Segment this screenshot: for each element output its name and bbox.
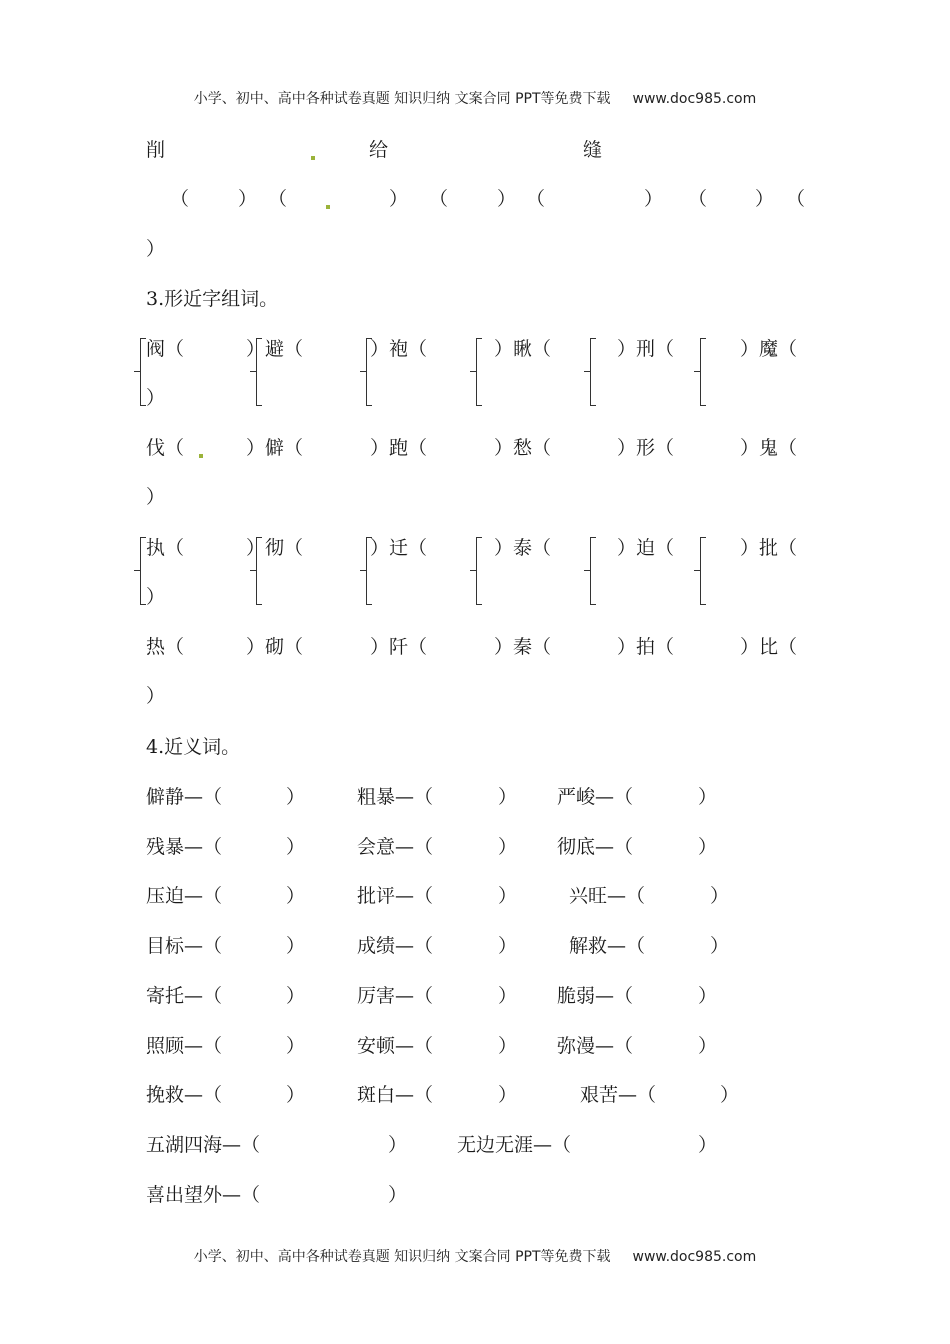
synonym-close: ） [698,836,718,858]
word-cell: ）僻（ [246,437,304,459]
synonym-prompt: 安顿—（ [357,1035,434,1057]
synonym-close: ） [286,935,306,957]
paren: （ [170,188,190,210]
word-cell: ）砌（ [246,636,304,658]
synonym-close: ） [286,885,306,907]
word-cell: ）袍（ [370,338,428,360]
word-cell: 伐（ [146,437,185,459]
synonym-close: ） [720,1084,740,1106]
marker-dot [326,205,330,209]
synonym-prompt: 目标—（ [146,935,223,957]
synonym-close: ） [498,1035,518,1057]
word-cell: ）跑（ [370,437,428,459]
word-cell: ）迫（ [617,537,675,559]
section-4-title: 4.近义词。 [146,736,241,758]
brace [476,537,484,605]
word-cell: ）形（ [617,437,675,459]
wrap-paren: ） [146,387,166,409]
synonym-close: ） [286,1035,306,1057]
paren: （ [688,188,708,210]
synonym-close: ） [286,836,306,858]
word-cell: ）比（ [740,636,798,658]
paren: ） [497,188,517,210]
synonym-prompt: 照顾—（ [146,1035,223,1057]
idiom-close: ） [698,1134,718,1156]
synonym-prompt: 厉害—（ [357,985,434,1007]
idiom-prompt: 喜出望外—（ [146,1184,261,1206]
synonym-prompt: 脆弱—（ [557,985,634,1007]
idiom-prompt: 五湖四海—（ [146,1134,261,1156]
paren: （ [786,188,806,210]
word-cell: ）避（ [246,338,304,360]
synonym-prompt: 批评—（ [357,885,434,907]
paren: （ [526,188,546,210]
paren: ） [389,188,409,210]
char-feng: 缝 [583,139,603,161]
synonym-prompt: 僻静—（ [146,786,223,808]
wrap-paren: ） [146,685,166,707]
word-cell: ）泰（ [494,537,552,559]
brace [590,338,598,406]
wrap-paren: ） [146,586,166,608]
synonym-close: ） [498,885,518,907]
synonym-close: ） [698,786,718,808]
synonym-prompt: 成绩—（ [357,935,434,957]
footer-url[interactable]: www.doc985.com [632,1249,757,1265]
word-cell: ）阡（ [370,636,428,658]
word-cell: ）鬼（ [740,437,798,459]
word-cell: ）刑（ [617,338,675,360]
brace [476,338,484,406]
word-cell: ）彻（ [246,537,304,559]
page-header [0,88,950,108]
paren: ） [238,188,258,210]
marker-dot [199,454,203,458]
synonym-prompt: 压迫—（ [146,885,223,907]
brace [700,537,708,605]
word-cell: 阀（ [146,338,185,360]
word-cell: ）拍（ [617,636,675,658]
synonym-prompt: 解救—（ [569,935,646,957]
page-footer [0,1246,950,1266]
word-cell: ）迁（ [370,537,428,559]
word-cell: ）秦（ [494,636,552,658]
synonym-close: ） [498,985,518,1007]
word-cell: ）魔（ [740,338,798,360]
synonym-close: ） [498,786,518,808]
synonym-close: ） [698,1035,718,1057]
synonym-close: ） [286,786,306,808]
brace [700,338,708,406]
synonym-prompt: 寄托—（ [146,985,223,1007]
idiom-close: ） [388,1184,408,1206]
paren: （ [268,188,288,210]
synonym-prompt: 斑白—（ [357,1084,434,1106]
char-gei: 给 [369,139,389,161]
idiom-prompt: 无边无涯—（ [457,1134,572,1156]
synonym-prompt: 艰苦—（ [580,1084,657,1106]
char-xiao: 削 [146,139,166,161]
idiom-close: ） [388,1134,408,1156]
synonym-prompt: 粗暴—（ [357,786,434,808]
word-cell: 热（ [146,636,185,658]
paren: ） [644,188,664,210]
synonym-prompt: 彻底—（ [557,836,634,858]
synonym-prompt: 弥漫—（ [557,1035,634,1057]
synonym-prompt: 会意—（ [357,836,434,858]
synonym-prompt: 残暴—（ [146,836,223,858]
section-3-title: 3.形近字组词。 [146,288,279,310]
header-url[interactable]: www.doc985.com [632,91,757,107]
synonym-close: ） [698,985,718,1007]
synonym-prompt: 兴旺—（ [569,885,646,907]
footer-text: 小学、初中、高中各种试卷真题 知识归纳 文案合同 PPT等免费下载 [193,1249,611,1265]
paren: （ [429,188,449,210]
synonym-close: ） [710,885,730,907]
wrap-paren: ） [146,486,166,508]
synonym-close: ） [498,1084,518,1106]
word-cell: ）愁（ [494,437,552,459]
header-text: 小学、初中、高中各种试卷真题 知识归纳 文案合同 PPT等免费下载 [193,91,611,107]
synonym-close: ） [710,935,730,957]
synonym-prompt: 严峻—（ [557,786,634,808]
synonym-close: ） [286,1084,306,1106]
synonym-close: ） [286,985,306,1007]
synonym-close: ） [498,935,518,957]
word-cell: ）批（ [740,537,798,559]
paren: ） [755,188,775,210]
synonym-close: ） [498,836,518,858]
word-cell: ）瞅（ [494,338,552,360]
paren: ） [146,238,166,260]
word-cell: 执（ [146,537,185,559]
brace [590,537,598,605]
synonym-prompt: 挽救—（ [146,1084,223,1106]
marker-dot [311,156,315,160]
